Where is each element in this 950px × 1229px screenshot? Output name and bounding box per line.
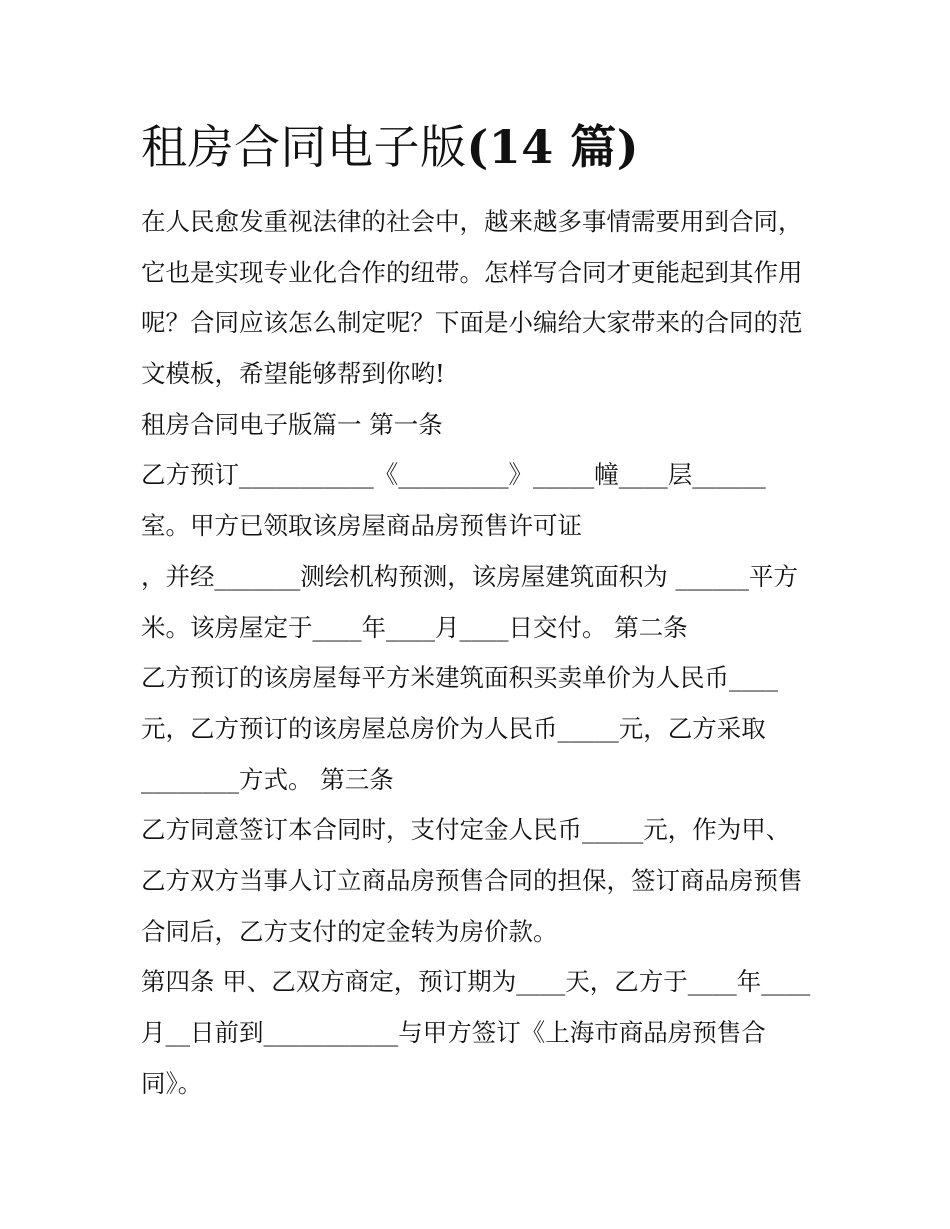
document-title-suffix: (14 篇): [466, 120, 640, 174]
clause-line-13: 同》。: [141, 1068, 203, 1098]
clause-line-4: 米。该房屋定于____年____月____日交付。 第二条: [141, 612, 688, 642]
clause-line-2: 室。甲方已领取该房屋商品房预售许可证: [141, 511, 582, 541]
intro-line-1: 在人民愈发重视法律的社会中，越来越多事情需要用到合同，: [141, 207, 803, 236]
section-heading-1: 租房合同电子版篇一 第一条: [141, 409, 443, 439]
clause-line-7: ________方式。 第三条: [141, 764, 394, 794]
intro-line-4: 文模板，希望能够帮到你哟!: [141, 359, 445, 389]
clause-line-1: 乙方预订___________《_________》_____幢____层______: [141, 460, 766, 490]
clause-line-12: 月__日前到___________与甲方签订《上海市商品房预售合: [141, 1018, 766, 1047]
intro-line-3: 呢？合同应该怎么制定呢？下面是小编给大家带来的合同的范: [141, 308, 803, 338]
intro-line-2: 它也是实现专业化合作的纽带。怎样写合同才更能起到其作用: [141, 257, 803, 287]
clause-line-8: 乙方同意签订本合同时，支付定金人民币_____元，作为甲、: [141, 815, 791, 845]
clause-line-6: 元，乙方预订的该房屋总房价为人民币_____元，乙方采取: [141, 713, 766, 743]
clause-line-11: 第四条 甲、乙双方商定，预订期为____天，乙方于____年____: [141, 967, 811, 997]
document-body: [141, 200, 821, 1112]
document-title-main: 租房合同电子版: [141, 120, 467, 174]
clause-line-10: 合同后，乙方支付的定金转为房价款。: [141, 916, 558, 946]
clause-line-9: 乙方双方当事人订立商品房预售合同的担保，签订商品房预售: [141, 865, 803, 895]
document-title: [141, 117, 639, 177]
clause-line-3: ，并经_______测绘机构预测，该房屋建筑面积为 ______平方: [141, 561, 799, 591]
clause-line-5: 乙方预订的该房屋每平方米建筑面积买卖单价为人民币____: [141, 663, 778, 693]
